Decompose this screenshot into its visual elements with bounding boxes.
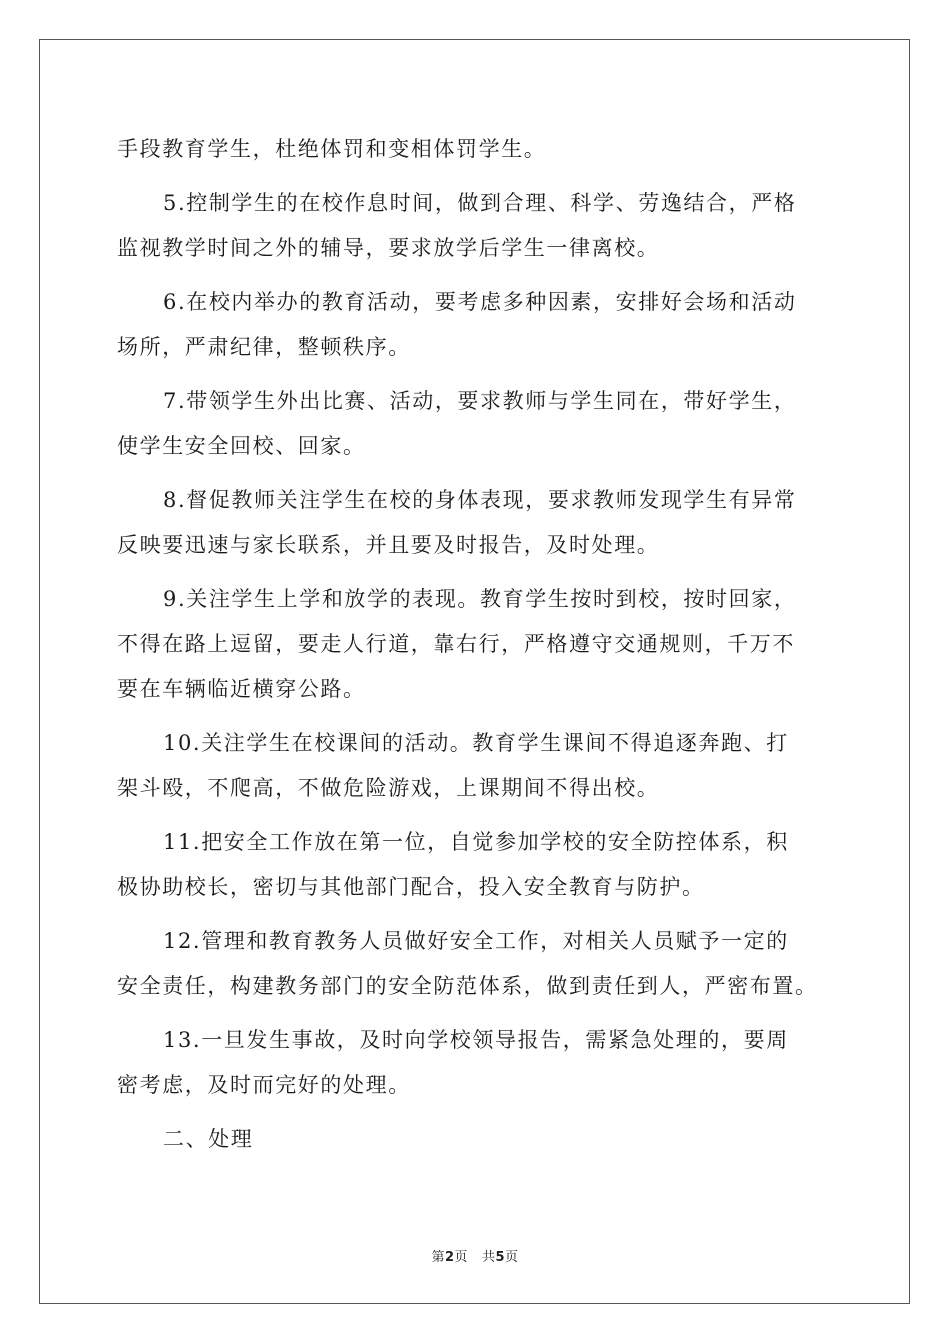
paragraph-0 — [117, 127, 837, 172]
text-line: 要在车辆临近横穿公路。 — [117, 677, 366, 701]
paragraph-item-7 — [117, 379, 837, 469]
paragraph-item-11 — [117, 820, 837, 910]
current-page-number: 2 — [444, 1250, 455, 1265]
text-line: 6.在校内举办的教育活动，要考虑多种因素，安排好会场和活动 — [163, 290, 797, 314]
paragraph-item-5 — [117, 181, 837, 271]
paragraph-item-8 — [117, 478, 837, 568]
document-body — [117, 127, 837, 1162]
footer-prefix: 第 — [431, 1250, 445, 1265]
text-line: 架斗殴，不爬高，不做危险游戏，上课期间不得出校。 — [117, 776, 660, 800]
text-line: 5.控制学生的在校作息时间，做到合理、科学、劳逸结合，严格 — [163, 191, 797, 215]
text-line: 7.带领学生外出比赛、活动，要求教师与学生同在，带好学生， — [163, 389, 797, 413]
text-line: 11.把安全工作放在第一位，自觉参加学校的安全防控体系，积 — [163, 830, 789, 854]
total-page-count: 5 — [495, 1250, 506, 1265]
footer-total-suffix: 页 — [505, 1250, 519, 1265]
paragraph-item-9 — [117, 577, 837, 712]
footer-total-prefix: 共 — [481, 1250, 496, 1265]
text-line: 极协助校长，密切与其他部门配合，投入安全教育与防护。 — [117, 875, 705, 899]
text-line: 反映要迅速与家长联系，并且要及时报告，及时处理。 — [117, 533, 660, 557]
footer-page-suffix: 页 — [454, 1250, 469, 1265]
paragraph-item-12 — [117, 919, 837, 1009]
text-line: 9.关注学生上学和放学的表现。教育学生按时到校，按时回家， — [163, 587, 797, 611]
text-line: 密考虑，及时而完好的处理。 — [117, 1073, 411, 1097]
paragraph-item-10 — [117, 721, 837, 811]
text-line: 二、处理 — [163, 1127, 254, 1151]
page-footer — [0, 1246, 950, 1265]
text-line: 10.关注学生在校课间的活动。教育学生课间不得追逐奔跑、打 — [163, 731, 789, 755]
text-line: 使学生安全回校、回家。 — [117, 434, 366, 458]
text-line: 12.管理和教育教务人员做好安全工作，对相关人员赋予一定的 — [163, 929, 789, 953]
text-line: 安全责任，构建教务部门的安全防范体系，做到责任到人，严密布置。 — [117, 974, 818, 998]
text-line: 8.督促教师关注学生在校的身体表现，要求教师发现学生有异常 — [163, 488, 797, 512]
text-line: 不得在路上逗留，要走人行道，靠右行，严格遵守交通规则，千万不 — [117, 632, 795, 656]
section-heading — [117, 1117, 837, 1162]
text-line: 监视教学时间之外的辅导，要求放学后学生一律离校。 — [117, 236, 660, 260]
text-line: 手段教育学生，杜绝体罚和变相体罚学生。 — [117, 137, 547, 161]
paragraph-item-6 — [117, 280, 837, 370]
paragraph-item-13 — [117, 1018, 837, 1108]
text-line: 场所，严肃纪律，整顿秩序。 — [117, 335, 411, 359]
text-line: 13.一旦发生事故，及时向学校领导报告，需紧急处理的，要周 — [163, 1028, 789, 1052]
